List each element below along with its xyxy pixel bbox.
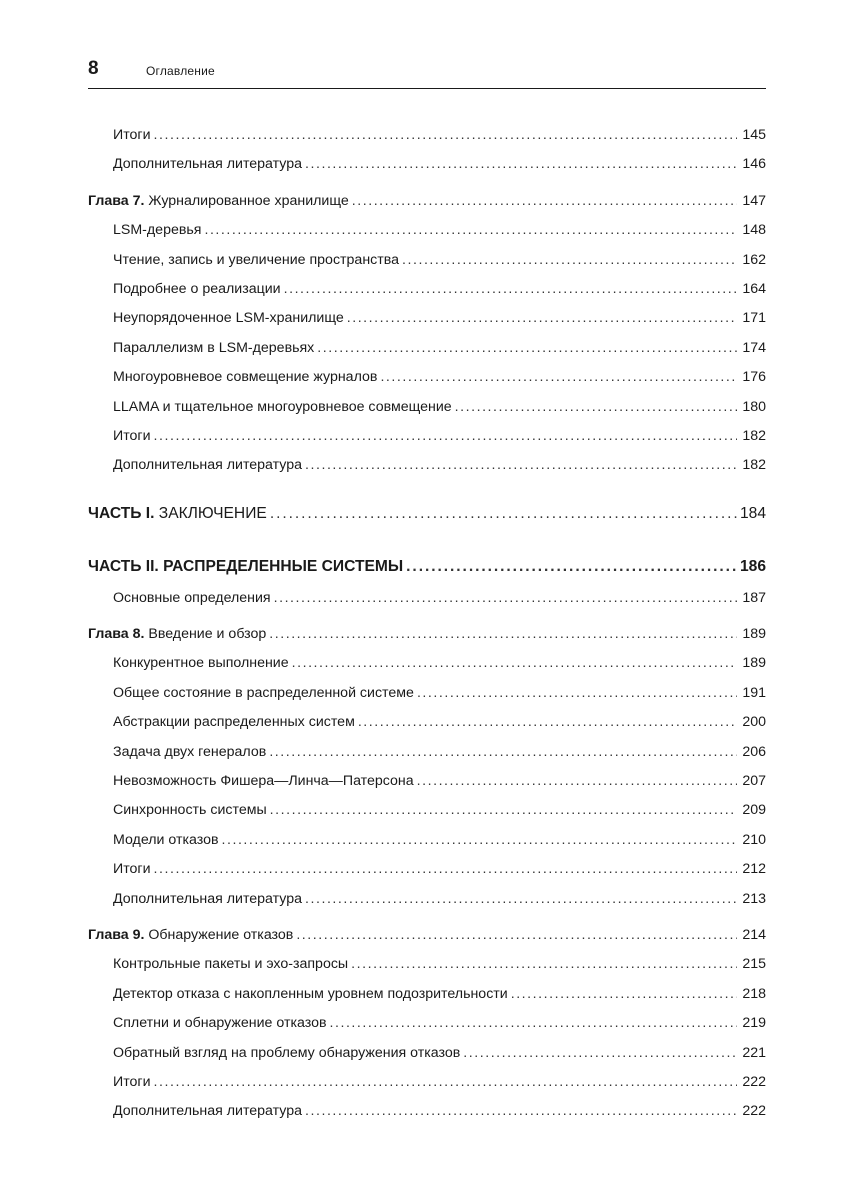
toc-part-entry[interactable]	[88, 550, 766, 584]
dot-leader	[270, 796, 737, 825]
dot-leader	[406, 550, 737, 584]
toc-entry-title: Итоги	[113, 1073, 151, 1090]
toc-section-entry[interactable]	[88, 584, 766, 613]
toc-entry-title: Параллелизм в LSM-деревьях	[113, 339, 315, 356]
toc-section-entry[interactable]	[88, 393, 766, 422]
toc-entry-page: 174	[742, 339, 766, 356]
toc-entry-page: 219	[742, 1015, 766, 1032]
toc-entry-label	[113, 422, 151, 451]
toc-section-entry[interactable]	[88, 679, 766, 708]
toc-entry-title: Неупорядоченное LSM-хранилище	[113, 310, 344, 327]
toc-entry-label	[113, 1009, 327, 1038]
toc-chapter-entry[interactable]	[88, 187, 766, 216]
toc-entry-label	[113, 150, 302, 179]
toc-chapter-entry[interactable]	[88, 620, 766, 649]
toc-section-entry[interactable]	[88, 216, 766, 245]
toc-entry-page: 146	[742, 156, 766, 173]
toc-section-entry[interactable]	[88, 334, 766, 363]
dot-leader	[270, 497, 737, 531]
toc-entry-title: Журналированное хранилище	[144, 192, 349, 209]
running-header	[88, 54, 766, 89]
toc-entry-title: Синхронность системы	[113, 802, 267, 819]
dot-leader	[351, 950, 737, 979]
toc-section-entry[interactable]	[88, 1097, 766, 1126]
toc-section-entry[interactable]	[88, 1039, 766, 1068]
toc-entry-label	[113, 121, 151, 150]
toc-entry-title: Итоги	[113, 427, 151, 444]
dot-leader	[296, 921, 737, 950]
toc-entry-page: 187	[742, 589, 766, 606]
dot-leader	[380, 363, 737, 392]
toc-entry-label	[113, 855, 151, 884]
dot-leader	[402, 246, 737, 275]
dot-leader	[154, 855, 737, 884]
toc-entry-label	[113, 826, 219, 855]
toc-entry-title: Основные определения	[113, 589, 271, 606]
toc-entry-label	[113, 980, 508, 1009]
dot-leader	[222, 826, 738, 855]
toc-entry-title: Сплетни и обнаружение отказов	[113, 1015, 327, 1032]
toc-entry-prefix: ЧАСТЬ I.	[88, 504, 155, 522]
toc-entry-page: 182	[742, 427, 766, 444]
toc-part-entry[interactable]	[88, 497, 766, 531]
toc-entry-prefix: Глава 7.	[88, 192, 145, 209]
toc-section-entry[interactable]	[88, 738, 766, 767]
toc-entry-label	[113, 393, 452, 422]
toc-entry-prefix: Глава 8.	[88, 626, 145, 643]
toc-entry-page: 212	[742, 861, 766, 878]
toc-entry-label	[113, 246, 399, 275]
toc-entry-page: 207	[742, 773, 766, 790]
table-of-contents	[88, 121, 766, 1127]
toc-section-entry[interactable]	[88, 980, 766, 1009]
toc-entry-title: Задача двух генералов	[113, 743, 267, 760]
toc-entry-page: 182	[742, 457, 766, 474]
toc-entry-page: 176	[742, 369, 766, 386]
toc-entry-label	[113, 1068, 151, 1097]
toc-entry-label	[113, 708, 355, 737]
toc-entry-title: Дополнительная литература	[113, 1103, 303, 1120]
toc-entry-page: 221	[742, 1044, 766, 1061]
toc-section-entry[interactable]	[88, 422, 766, 451]
toc-entry-label	[88, 497, 267, 531]
toc-section-entry[interactable]	[88, 855, 766, 884]
toc-entry-title: LLAMA и тщательное многоуровневое совмещение	[113, 398, 452, 415]
toc-entry-page: 184	[739, 504, 766, 522]
dot-leader	[292, 649, 737, 678]
toc-entry-page: 180	[742, 398, 766, 415]
toc-entry-label	[113, 649, 289, 678]
toc-entry-title: Подробнее о реализации	[113, 280, 281, 297]
toc-section-entry[interactable]	[88, 649, 766, 678]
toc-entry-page: 222	[742, 1103, 766, 1120]
toc-section-entry[interactable]	[88, 451, 766, 480]
dot-leader	[511, 980, 737, 1009]
toc-entry-label	[88, 921, 293, 950]
dot-leader	[305, 885, 737, 914]
toc-entry-page: 218	[742, 985, 766, 1002]
toc-entry-title: Общее состояние в распределенной системе	[113, 684, 414, 701]
dot-leader	[347, 304, 737, 333]
toc-section-entry[interactable]	[88, 826, 766, 855]
toc-entry-title: Абстракции распределенных систем	[113, 714, 355, 731]
dot-leader	[154, 121, 737, 150]
toc-section-entry[interactable]	[88, 304, 766, 333]
dot-leader	[358, 708, 737, 737]
toc-entry-title: Обнаружение отказов	[144, 926, 294, 943]
toc-entry-page: 147	[742, 192, 766, 209]
toc-entry-page: 189	[742, 655, 766, 672]
toc-section-entry[interactable]	[88, 1009, 766, 1038]
toc-entry-title: Обратный взгляд на проблему обнаружения отказов	[113, 1044, 461, 1061]
toc-entry-label	[113, 584, 271, 613]
dot-leader	[274, 584, 737, 613]
dot-leader	[330, 1009, 738, 1038]
toc-entry-title: Дополнительная литература	[113, 156, 303, 173]
toc-entry-label	[113, 767, 414, 796]
toc-entry-title: Введение и обзор	[144, 626, 267, 643]
toc-entry-title: LSM-деревья	[113, 222, 202, 239]
toc-entry-title: ЗАКЛЮЧЕНИЕ	[154, 504, 267, 522]
toc-entry-page: 189	[742, 626, 766, 643]
toc-section-entry[interactable]	[88, 363, 766, 392]
toc-entry-title: Итоги	[113, 861, 151, 878]
toc-entry-label	[113, 738, 266, 767]
toc-chapter-entry[interactable]	[88, 921, 766, 950]
dot-leader	[284, 275, 737, 304]
toc-entry-label	[113, 1097, 302, 1126]
toc-entry-page: 186	[739, 557, 766, 575]
toc-entry-title: Невозможность Фишера—Линча—Патерсона	[113, 773, 414, 790]
toc-section-entry[interactable]	[88, 767, 766, 796]
toc-entry-title: Чтение, запись и увеличение пространства	[113, 251, 400, 268]
toc-entry-page: 148	[742, 222, 766, 239]
dot-leader	[317, 334, 737, 363]
toc-section-entry[interactable]	[88, 796, 766, 825]
toc-entry-page: 206	[742, 743, 766, 760]
toc-section-entry[interactable]	[88, 150, 766, 179]
page-number: 8	[88, 58, 99, 79]
dot-leader	[269, 620, 737, 649]
toc-entry-page: 210	[742, 831, 766, 848]
dot-leader	[305, 150, 737, 179]
dot-leader	[305, 1097, 737, 1126]
toc-section-entry[interactable]	[88, 121, 766, 150]
toc-entry-page: 214	[742, 926, 766, 943]
toc-entry-page: 209	[742, 802, 766, 819]
toc-entry-title: Детектор отказа с накопленным уровнем подозрительности	[113, 985, 508, 1002]
toc-entry-page: 213	[742, 890, 766, 907]
toc-entry-title: Конкурентное выполнение	[113, 655, 289, 672]
toc-entry-label	[113, 363, 377, 392]
toc-section-entry[interactable]	[88, 885, 766, 914]
toc-section-entry[interactable]	[88, 950, 766, 979]
toc-section-entry[interactable]	[88, 275, 766, 304]
toc-entry-label	[113, 1039, 460, 1068]
toc-entry-label	[88, 187, 349, 216]
header-title: Оглавление	[146, 64, 215, 78]
toc-entry-label	[88, 550, 403, 584]
toc-entry-label	[113, 275, 281, 304]
toc-entry-label	[113, 451, 302, 480]
dot-leader	[417, 767, 737, 796]
toc-entry-label	[113, 304, 344, 333]
dot-leader	[417, 679, 737, 708]
dot-leader	[305, 451, 737, 480]
toc-entry-title: Модели отказов	[113, 831, 219, 848]
toc-entry-title: Дополнительная литература	[113, 890, 303, 907]
toc-entry-label	[113, 216, 201, 245]
toc-entry-page: 164	[742, 280, 766, 297]
dot-leader	[352, 187, 737, 216]
toc-entry-label	[113, 679, 414, 708]
toc-section-entry[interactable]	[88, 246, 766, 275]
dot-leader	[154, 1068, 737, 1097]
toc-entry-page: 200	[742, 714, 766, 731]
toc-entry-page: 191	[742, 684, 766, 701]
toc-entry-label	[113, 334, 314, 363]
dot-leader	[204, 216, 737, 245]
toc-entry-label	[113, 796, 267, 825]
toc-entry-page: 222	[742, 1073, 766, 1090]
toc-entry-label	[88, 620, 266, 649]
toc-entry-page: 171	[742, 310, 766, 327]
toc-entry-title: Дополнительная литература	[113, 457, 303, 474]
toc-entry-label	[113, 885, 302, 914]
toc-entry-page: 145	[742, 127, 766, 143]
toc-entry-title: Контрольные пакеты и эхо-запросы	[113, 956, 349, 973]
toc-entry-title: Многоуровневое совмещение журналов	[113, 369, 378, 386]
toc-entry-title: Итоги	[113, 127, 151, 143]
toc-entry-prefix: Глава 9.	[88, 926, 145, 943]
toc-entry-label	[113, 950, 348, 979]
toc-entry-page: 215	[742, 956, 766, 973]
dot-leader	[463, 1039, 737, 1068]
toc-entry-page: 162	[742, 251, 766, 268]
toc-section-entry[interactable]	[88, 1068, 766, 1097]
toc-section-entry[interactable]	[88, 708, 766, 737]
dot-leader	[455, 393, 737, 422]
dot-leader	[154, 422, 737, 451]
dot-leader	[269, 738, 737, 767]
toc-entry-title: ЧАСТЬ II. РАСПРЕДЕЛЕННЫЕ СИСТЕМЫ	[88, 557, 404, 575]
